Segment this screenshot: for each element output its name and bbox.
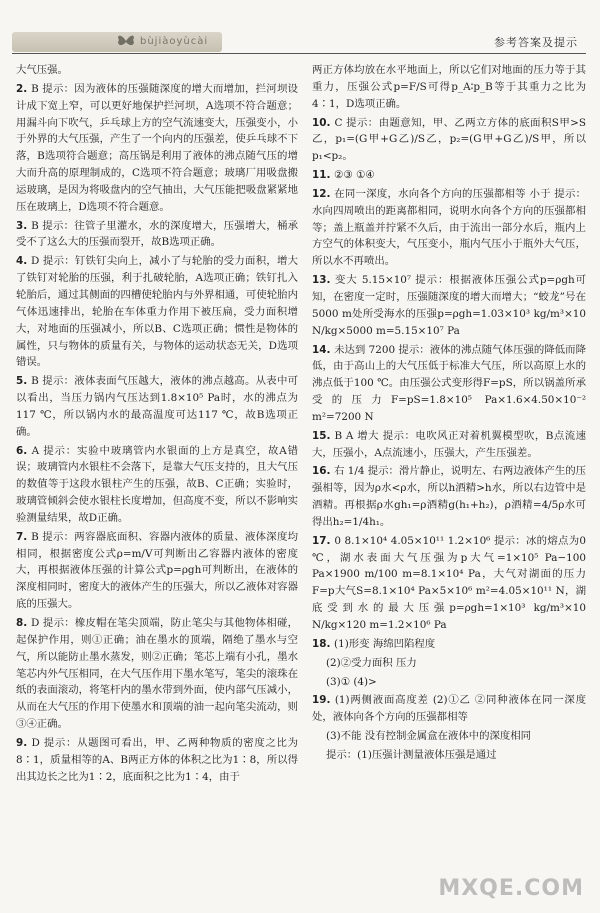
answer-entry: [312, 272, 586, 339]
answer-text: ②③ ①④: [334, 169, 375, 182]
answer-text: D 提示：钉铁钉尖向上，减小了与轮胎的受力面积，增大了铁钉对轮胎的压强，利于扎破轮胎，A选项正确；铁钉扎入轮胎后，通过其侧面的四槽使轮胎内与外界相通，可使轮胎内气体迅速排出，轮胎在车体重力作用下被压扁，受力面积增大，对地面的压强减小，所以B、C选项正确；惯性是物体的属性，只与物体的质量有关，与物体的运动状态无关，D选项错误。: [16, 255, 298, 369]
answer-text: A 提示：实验中玻璃管内水银面的上方是真空，故A错误；玻璃管内水银柱不会落下，是靠大气压支持的，且大气压的数值等于这段水银柱产生的压强，故B、C正确；实验时，玻璃管倾斜会使水银柱长度增加，但高度不变，所以不影响实验测量结果，故D正确。: [16, 444, 298, 524]
answer-text: B 提示：液体表面气压越大，液体的沸点越高。从表中可以看出，当压力锅内气压达到1.8×10⁵ Pa时，水的沸点为117 ℃，所以锅内水的最高温度可达117 ℃，故B选项正确。: [16, 375, 298, 438]
answer-number: 2.: [16, 82, 32, 95]
answer-entry: [16, 373, 298, 440]
answer-number: 10.: [312, 116, 335, 129]
answer-text: (3)不能 没有控制金属盒在液体中的深度相同: [326, 730, 532, 743]
answer-number: 15.: [312, 429, 335, 442]
answer-entry: [16, 735, 298, 786]
section-title: 参考答案及提示: [494, 36, 578, 49]
answer-entry: [16, 443, 298, 527]
answer-text: 未达到 7200 提示：液体的沸点随气体压强的降低而降低，由于高山上的大气压低于标准大气压，所以高原上水的沸点低于100 ℃。由压强公式变形得F=pS，所以锅盖所承受的压力F=pS=1.8×10⁵ Pa×1.6×4.50×10⁻² m²=7200 N: [312, 343, 586, 423]
answer-text: (3)① (4)>: [326, 675, 377, 688]
answer-number: 14.: [312, 343, 335, 356]
answer-entry: [312, 692, 586, 726]
answer-text: B 提示：往管子里灌水，水的深度增大，压强增大，桶承受不了这么大的压强而裂开，故B选项正确。: [16, 219, 298, 249]
answer-entry: [16, 81, 298, 216]
answer-entry: [16, 253, 298, 371]
answer-number: 5.: [16, 375, 32, 388]
answer-text: 右 1/4 提示：滑片静止，说明左、右两边液体产生的压强相等，因为ρ水<ρ水，所以h酒精>h水，所以右边管中是酒精。再根据ρ水gh₁=ρ酒精g(h₁+h₂)，ρ酒精=4/5ρ水可得出h₂=1/4h₁。: [312, 465, 586, 528]
answer-number: 11.: [312, 169, 335, 182]
answer-text: B A 增大 提示：电吹风正对着机翼模型吹，B点流速大，压强小，A点流速小，压强大，产生压强差。: [312, 429, 586, 459]
answer-text: D 提示：橡皮帽在笔尖顶端，防止笔尖与其他物体相碰，起保护作用，则①正确；油在墨水的顶端，隔绝了墨水与空气，所以能防止墨水蒸发，则②正确；笔芯上端有小孔，墨水笔芯内外气压相同，在大气压作用下墨水笔写，笔尖的滚珠在纸的表面滚动，将笔杆内的墨水带到外面，使内部气压减小，从而在大气压的作用下使墨水和顶端的油一起向笔尖流动，则③④正确。: [16, 617, 298, 731]
answer-entry: [16, 529, 298, 613]
header-rule: [12, 53, 586, 54]
answer-text: (1)两侧液面高度差 (2)①乙 ②同种液体在同一深度处，液体向各个方向的压强都相等: [312, 694, 586, 724]
answer-text: 在同一深度，水向各个方向的压强都相等 小于 提示：水向四周喷出的距离都相同，说明水向各个方向的压强都相等；盖上瓶盖并拧紧不久后，由于流出一部分水后，瓶内上方空气的体积变大，气压变小，瓶内气压小于瓶外大气压，所以水不再喷出。: [312, 187, 586, 268]
answer-text: (2)②受力面积 压力: [326, 656, 417, 669]
answer-entry: [312, 167, 586, 184]
answer-text: B 提示：因为液体的压强随深度的增大而增加，拦河坝设计成下宽上窄，可以更好地保护拦河坝，A选项不符合题意；用漏斗向下吹气，乒乓球上方的空气流速变大，压强变小，小于外界的大气压强，产生了一个向内的压强差，使乒乓球不下落，B选项符合题意；高压锅是利用了液体的沸点随气压的增大而升高的原理制成的，C选项不符合题意；玻璃厂用吸盘搬运玻璃，是因为将吸盘内的空气抽出，大气压能把吸盘紧紧地压在玻璃上，D选项不符合题意。: [16, 82, 298, 213]
answer-text: B 提示：两容器底面积、容器内液体的质量、液体深度均相同，根据密度公式ρ=m/V可判断出乙容器内液体的密度大，再根据液体压强的计算公式p=ρgh可判断出，在液体的深度相同时，密度大的液体产生的压强大，所以乙液体对容器底的压强大。: [16, 530, 298, 611]
answer-text: 提示：(1)压强计测量液体压强是通过: [326, 748, 497, 761]
answer-text: C 提示：由题意知，甲、乙两立方体的底面积S甲>S乙，p₁=(G甲+G乙)/S乙，p₂=(G甲+G乙)/S甲，所以p₁<p₂。: [312, 116, 586, 163]
answer-number: 16.: [312, 465, 335, 478]
answer-number: 12.: [312, 187, 335, 200]
answer-entry: [312, 636, 586, 653]
answer-entry: [16, 218, 298, 252]
answer-entry: [312, 428, 586, 462]
watermark: MXQE.COM: [438, 876, 584, 902]
answer-number: 19.: [312, 694, 335, 707]
left-column: [16, 62, 298, 897]
answer-entry: [312, 463, 586, 530]
answer-entry: [312, 674, 586, 691]
answer-text: 0 8.1×10⁴ 4.05×10¹¹ 1.2×10⁶ 提示：冰的熔点为0 ℃，湖水表面大气压强为p大气=1×10⁵ Pa−100 Pa×1900 m/100 m=8.1×10⁴ Pa，大气对湖面的压力F=p大气S=8.1×10⁴ Pa×5×10⁶ m²=4.05×10¹¹ N，湖底受到水的最大压强p=ρgh=1×10³ kg/m³×10 N/kg×120 m=1.2×10⁶ Pa: [312, 534, 586, 631]
answer-entry: [312, 728, 586, 745]
answer-number: 18.: [312, 637, 335, 650]
answer-text: 变大 5.15×10⁷ 提示：根据液体压强公式p=ρgh可知，在密度一定时，压强随深度的增大而增大；“蛟龙”号在5000 m处所受海水的压强p=ρgh=1.03×10³ kg/m³×10 N/kg×5000 m=5.15×10⁷ Pa: [312, 274, 586, 337]
answer-text: 大气压强。: [16, 64, 68, 76]
header-banner-text: bùjiàoyùcài: [140, 36, 209, 47]
answer-number: 3.: [16, 219, 32, 232]
butterfly-icon: [115, 30, 137, 52]
answer-number: 9.: [16, 736, 32, 749]
answer-number: 7.: [16, 530, 32, 543]
answer-entry: [312, 115, 586, 166]
answer-text: (1)形变 海绵凹陷程度: [334, 637, 436, 650]
answer-entry: [312, 342, 586, 426]
answer-entry: [16, 615, 298, 733]
answer-text: 两正方体均放在水平地面上，所以它们对地面的压力等于其重力，压强公式p=F/S可得p_A∶p_B等于其重力之比为4∶1，D选项正确。: [312, 64, 586, 110]
answer-entry: [312, 533, 586, 634]
answer-number: 4.: [16, 255, 32, 268]
answer-number: 17.: [312, 534, 335, 547]
answer-number: 6.: [16, 444, 32, 457]
answer-entry: [312, 62, 586, 113]
page-header: [0, 0, 600, 58]
answer-entry: [312, 186, 586, 270]
answer-entry: [312, 655, 586, 672]
answer-entry: [312, 747, 586, 764]
answer-number: 8.: [16, 617, 32, 629]
answer-number: 13.: [312, 274, 335, 287]
answer-text: D 提示：从题图可看出，甲、乙两种物质的密度之比为8∶1，质量相等的A、B两正方体的体积之比为1∶8，所以得出其边长之比为1∶2，底面积之比为1∶4，由于: [16, 736, 298, 783]
answer-entry: [16, 62, 298, 79]
right-column: [312, 62, 586, 897]
